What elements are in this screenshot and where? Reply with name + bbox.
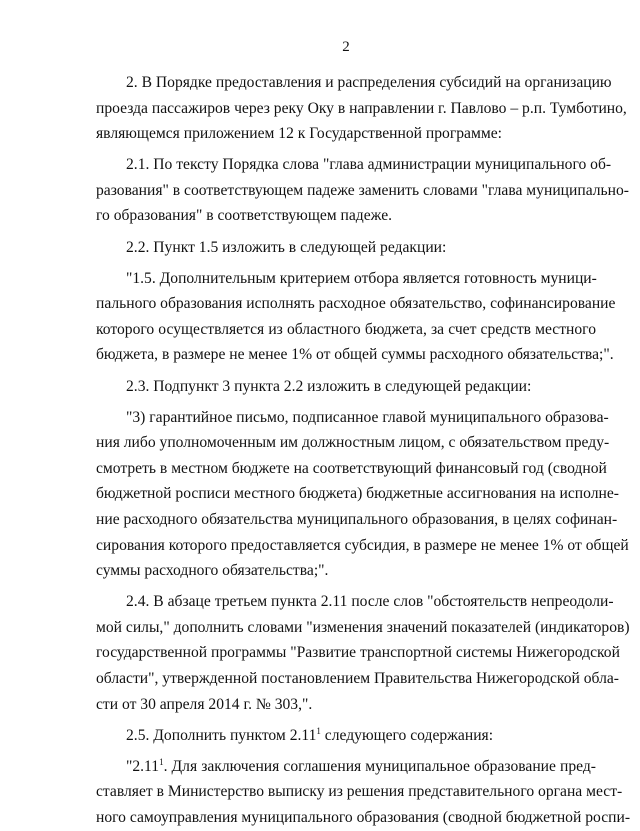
text-line: 2. В Порядке предоставления и распределения субсидий на организацию [126,74,612,91]
text-line: 2.1. По тексту Порядка слова "глава администрации муниципального об- [126,156,612,174]
text-line: бюджетной росписи местного бюджета) бюджетные ассигнования на исполне- [96,485,619,503]
text-segment: "2.11 [126,757,160,775]
text-line: которого осуществляется из областного бюджета, за счет средств местного [96,320,596,338]
text-line: го образования" в соответствующем падеже. [96,207,393,225]
text-line: ного самоуправления муниципального образования (сводной бюджетной роспи- [96,809,631,827]
text-line: государственной программы "Развитие транспортной системы Нижегородской [96,644,620,662]
superscript: 1 [316,725,321,736]
paragraph-quote-2-11-1 [96,754,631,831]
text-line: 2.2. Пункт 1.5 изложить в следующей редакции: [126,238,447,256]
text-line: 2.3. Подпункт 3 пункта 2.2 изложить в следующей редакции: [126,377,532,395]
paragraph-2-3 [96,374,596,400]
text-segment: . Для заключения соглашения муниципальное образование пред- [163,757,596,775]
text-line [96,754,596,780]
text-line: сирования которого предоставляется субсидия, в размере не менее 1% от общей [96,536,629,554]
text-line: "3) гарантийное письмо, подписанное главой муниципального образова- [126,408,609,426]
text-line: проезда пассажиров через реку Оку в направлении г. Павлово – р.п. Тумботино, [96,99,627,117]
superscript: 1 [159,756,164,767]
paragraph-2-1 [96,152,629,229]
text-line: сти от 30 апреля 2014 г. № 303,". [96,695,313,713]
text-line: являющемся приложением 12 к Государственной программе: [96,125,502,143]
text-line: ставляет в Министерство выписку из решения представительного органа мест- [96,783,623,801]
text-line: бюджета, в размере не менее 1% от общей суммы расходного обязательства;". [96,346,614,364]
paragraph-quote-3 [96,405,629,584]
paragraph-2 [96,70,627,147]
text-segment: следующего содержания: [320,726,494,744]
text-line: суммы расходного обязательства;". [96,562,329,580]
text-line: ние расходного обязательства муниципального образования, в целях софинан- [96,511,618,528]
text-line: разования" в соответствующем падеже заменить словами "глава муниципально- [96,181,629,199]
paragraph-quote-1-5 [96,266,616,368]
paragraph-2-2 [96,235,596,261]
text-line: ния либо уполномоченным им должностным лицом, с обязательством преду- [96,434,610,452]
text-segment: 2.5. Дополнить пунктом 2.11 [126,726,317,744]
text-line: смотреть в местном бюджете на соответствующий финансовый год (сводной [96,459,607,477]
page-number: 2 [342,39,350,55]
text-line: "1.5. Дополнительным критерием отбора является готовность муници- [126,269,597,287]
paragraph-2-4 [96,589,630,717]
text-line: области", утвержденной постановлением Правительства Нижегородской обла- [96,670,619,688]
text-line: мой силы," дополнить словами "изменения значений показателей (индикаторов) [96,618,630,636]
paragraph-2-5 [96,723,596,749]
text-line [96,723,596,749]
text-line: 2.4. В абзаце третьем пункта 2.11 после слов "обстоятельств непреодоли- [126,593,614,611]
text-line: пального образования исполнять расходное обязательство, софинансирование [96,295,616,313]
